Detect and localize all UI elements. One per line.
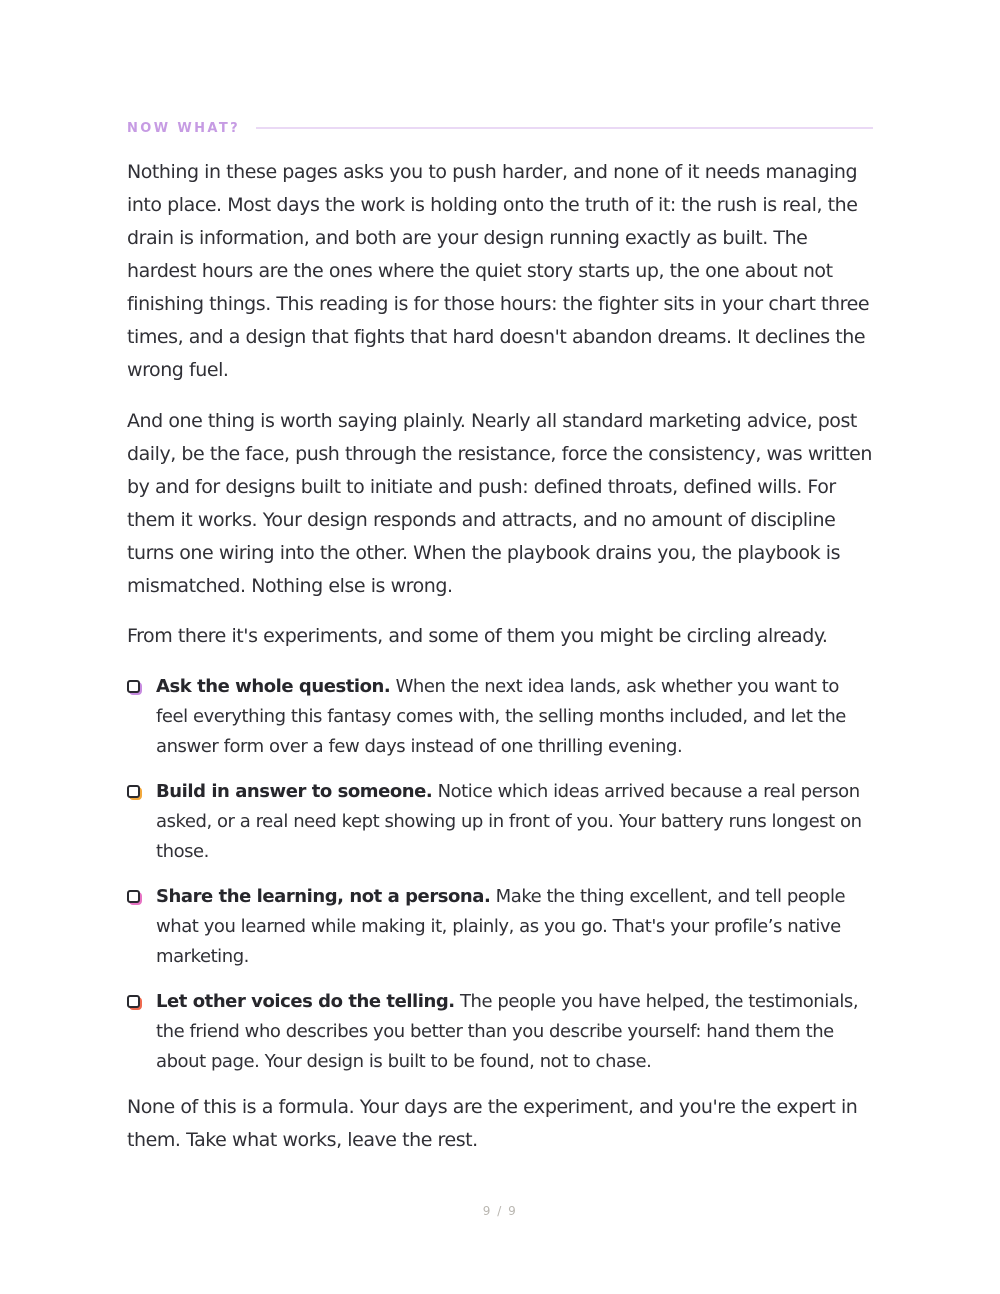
document-page [127, 0, 873, 1294]
experiments-intro-paragraph: From there it's experiments, and some of them you might be circling already. [127, 625, 828, 647]
experiment-checklist [127, 672, 873, 1092]
section-divider [256, 127, 873, 129]
checkbox-icon [127, 995, 142, 1010]
checklist-item-title: Let other voices do the telling. [156, 991, 455, 1012]
checkbox-icon [127, 680, 142, 695]
checklist-item-text: When the next idea lands, ask whether you want to feel everything this fantasy comes with, the selling months included, and let the answer form over a few days instead of one thrilling evening. [156, 676, 846, 757]
section-label: NOW WHAT? [127, 120, 241, 136]
checklist-item-title: Share the learning, not a persona. [156, 886, 491, 907]
checklist-item [127, 672, 873, 762]
section-header [127, 118, 873, 138]
marketing-advice-paragraph: And one thing is worth saying plainly. Nearly all standard marketing advice, post daily, be the face, push through the resistance, force the consistency, was written by and for designs built to initiate and push: defined throats, defined wills. For them it works. Your design responds and attracts, and no amount of discipline turns one wiring into the other. When the playbook drains you, the playbook is mismatched. Nothing else is wrong. [127, 410, 872, 597]
checklist-item-text: Make the thing excellent, and tell people what you learned while making it, plainly, as you go. That's your profile’s native marketing. [156, 886, 846, 967]
checkbox-icon [127, 890, 142, 905]
checklist-item-text: Notice which ideas arrived because a real person asked, or a real need kept showing up in front of you. Your battery runs longest on those. [156, 781, 862, 862]
checkbox-icon [127, 785, 142, 800]
closing-paragraph: None of this is a formula. Your days are the experiment, and you're the expert in them. Take what works, leave the rest. [127, 1096, 858, 1151]
checklist-item [127, 987, 873, 1077]
checklist-item-text: The people you have helped, the testimonials, the friend who describes you better than you describe yourself: hand them the about page. Your design is built to be found, not to chase. [156, 991, 859, 1072]
checklist-item-title: Ask the whole question. [156, 676, 391, 697]
page-number: 9 / 9 [482, 1204, 518, 1218]
checklist-item [127, 777, 873, 867]
checklist-item [127, 882, 873, 972]
checklist-item-title: Build in answer to someone. [156, 781, 433, 802]
intro-paragraph: Nothing in these pages asks you to push harder, and none of it needs managing into place. Most days the work is holding onto the truth of it: the rush is real, the drain is information, and both are your design running exactly as built. The hardest hours are the ones where the quiet story starts up, the one about not finishing things. This reading is for those hours: the fighter sits in your chart three times, and a design that fights that hard doesn't abandon dreams. It declines the wrong fuel. [127, 161, 870, 381]
